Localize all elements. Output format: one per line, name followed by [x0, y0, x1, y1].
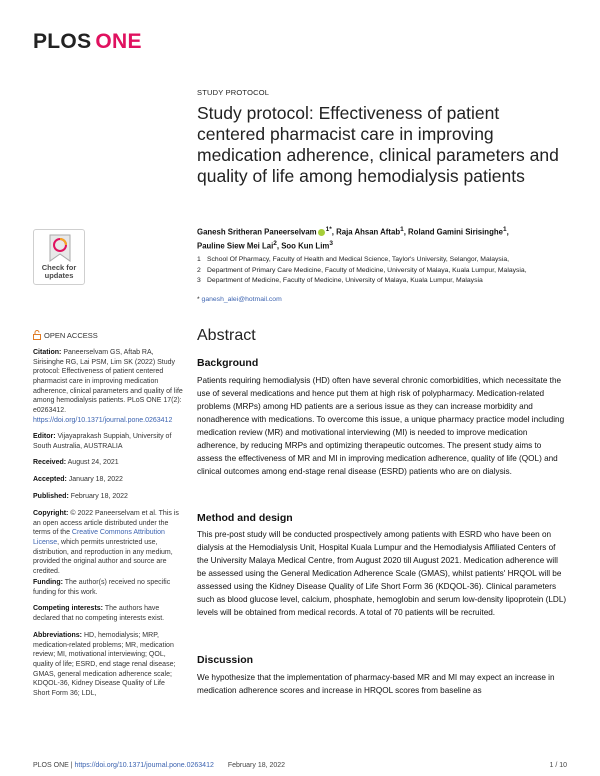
author-list: Ganesh Sritheran Paneerselvam $^{1*}$, Raja Ahsan Aftab$^1$, Roland Gamini Sirisinghe$^1$, Pauline Siew Mei Lai$^2$, Soo Kun Lim$^3$: [197, 226, 509, 252]
check-for-updates-badge[interactable]: [33, 229, 85, 285]
cc-license-link[interactable]: Creative Commons Attribution License: [33, 529, 165, 546]
check-updates-label: Check for updates: [41, 263, 77, 281]
accepted-date: Accepted: January 18, 2022: [33, 476, 123, 483]
affiliation-item: 1 School Of Pharmacy, Faculty of Health and Medical Science, Taylor's University, Selangor, Malaysia,: [197, 256, 510, 263]
copyright-block: Copyright: © 2022 Paneerselvam et al. This is an open access article distributed under the terms of the Creative Commons Attribution License, which permits unrestricted use, distribution, and reproduction in any medium, provided the original author and source are credited.: [33, 510, 179, 575]
open-access-label: OPEN ACCESS: [44, 330, 98, 340]
open-access-badge: [33, 330, 98, 340]
affiliation-item: 2 Department of Primary Care Medicine, Faculty of Medicine, University of Malaya, Kuala Lumpur, Malaysia,: [197, 266, 527, 274]
corresponding-author: * ganesh_alei@hotmail.com: [197, 296, 282, 303]
logo-plos: PLOS: [33, 30, 92, 53]
methods-heading: Method and design: [197, 512, 293, 524]
competing-interests-block: Competing interests: The authors have declared that no competing interests exist.: [33, 605, 165, 622]
bookmark-icon: [46, 233, 74, 263]
background-heading: Background: [197, 357, 259, 369]
affiliations: [197, 255, 569, 287]
orcid-icon[interactable]: [318, 229, 325, 236]
received-date: Received: August 24, 2021: [33, 459, 119, 466]
corresponding-email-link[interactable]: ganesh_alei@hotmail.com: [201, 296, 282, 303]
logo-one: ONE: [95, 30, 142, 53]
article-title: Study protocol: Effectiveness of patient centered pharmacist care in improving medication adherence, clinical parameters and quality of life among hemodialysis patients: [197, 103, 559, 186]
affiliation-item: 3 Department of Medicine, Faculty of Medicine, University of Malaya, Kuala Lumpur, Malaysia: [197, 277, 483, 285]
background-paragraph: Patients requiring hemodialysis (HD) often have several chronic comorbidities, which necessitate the use of several medications and hence put them at high risk of polypharmacy. Medication-related problems (MRPs) among HD patients are a serious issue as they can increase morbidity and nonadherence with medications. To overcome this issue, a unique pharmacy practice model including medication review (MR) and motivational interviewing (MI) is needed to improve medication adherence, by reducing MRPs and optimizing therapeutic outcomes. The present study aims to assess the effectiveness of MR and MI in improving medication adherence, quality of life (QOL) and clinical outcomes among end-stage renal disease (ESRD) patients who are on dialysis.: [197, 376, 565, 476]
footer-doi-link[interactable]: https://doi.org/10.1371/journal.pone.0263412: [74, 762, 214, 769]
open-lock-icon: [33, 330, 41, 340]
abbreviations-block: Abbreviations: HD, hemodialysis; MRP, medication-related problems; MR, medication review; MI, motivational interviewing; QOL, quality of life; ESRD, end stage renal disease; GMAS, general medication adherence scale; KDQOL-36, Kidney Disease Quality of Life Short Form 36; LDL,: [33, 632, 176, 697]
discussion-paragraph: We hypothesize that the implementation of pharmacy-based MR and MI may expect an increase in medication adherence scores and increase in HRQOL scores from baseline as: [197, 673, 555, 695]
author-name[interactable]: Ganesh Sritheran Paneerselvam: [197, 227, 317, 237]
article-type: STUDY PROTOCOL: [197, 88, 270, 97]
page-number: 1 / 10: [549, 762, 567, 769]
footer-citation: PLOS ONE | https://doi.org/10.1371/journal.pone.0263412 February 18, 2022: [33, 762, 286, 769]
funding-block: Funding: The author(s) received no specific funding for this work.: [33, 579, 171, 596]
editor-block: Editor: Vijayaprakash Suppiah, University of South Australia, AUSTRALIA: [33, 433, 172, 450]
published-date: Published: February 18, 2022: [33, 493, 128, 500]
citation-doi-link[interactable]: https://doi.org/10.1371/journal.pone.0263412: [33, 416, 173, 424]
abstract-heading: Abstract: [197, 327, 256, 344]
discussion-heading: Discussion: [197, 654, 254, 666]
journal-logo[interactable]: [33, 30, 142, 54]
methods-paragraph: This pre-post study will be conducted prospectively among patients with ESRD who have been on dialysis at the Hemodialysis Unit, Hospital Kuala Lumpur and the Hemodialysis Affiliated Centers of the University Malaya Medical Centre, from August 2020 till August 2021. Medication adherence will be assessed using the General Medication Adherence Scale (GMAS), whilst patients' HRQOL will be assessed using the Kidney Disease Quality of Life Short Form 36 (KDQOL-36). Clinical parameters such as blood glucose level, calcium, phosphate, hemoglobin and serum low-density lipoprotein (LDL) levels will be obtained from medical records. A total of 70 patients will be recruited.: [197, 530, 567, 617]
page-footer: [33, 762, 567, 769]
citation-block: Citation: Paneerselvam GS, Aftab RA, Sirisinghe RG, Lai PSM, Lim SK (2022) Study protocol: Effectiveness of patient centered pharmacist care in improving medication adherence, clinical parameters and quality of life among hemodialysis patients. PLoS ONE 17(2): e0263412. https://doi.org/10.1371/journal.pone.0263412: [33, 349, 183, 424]
